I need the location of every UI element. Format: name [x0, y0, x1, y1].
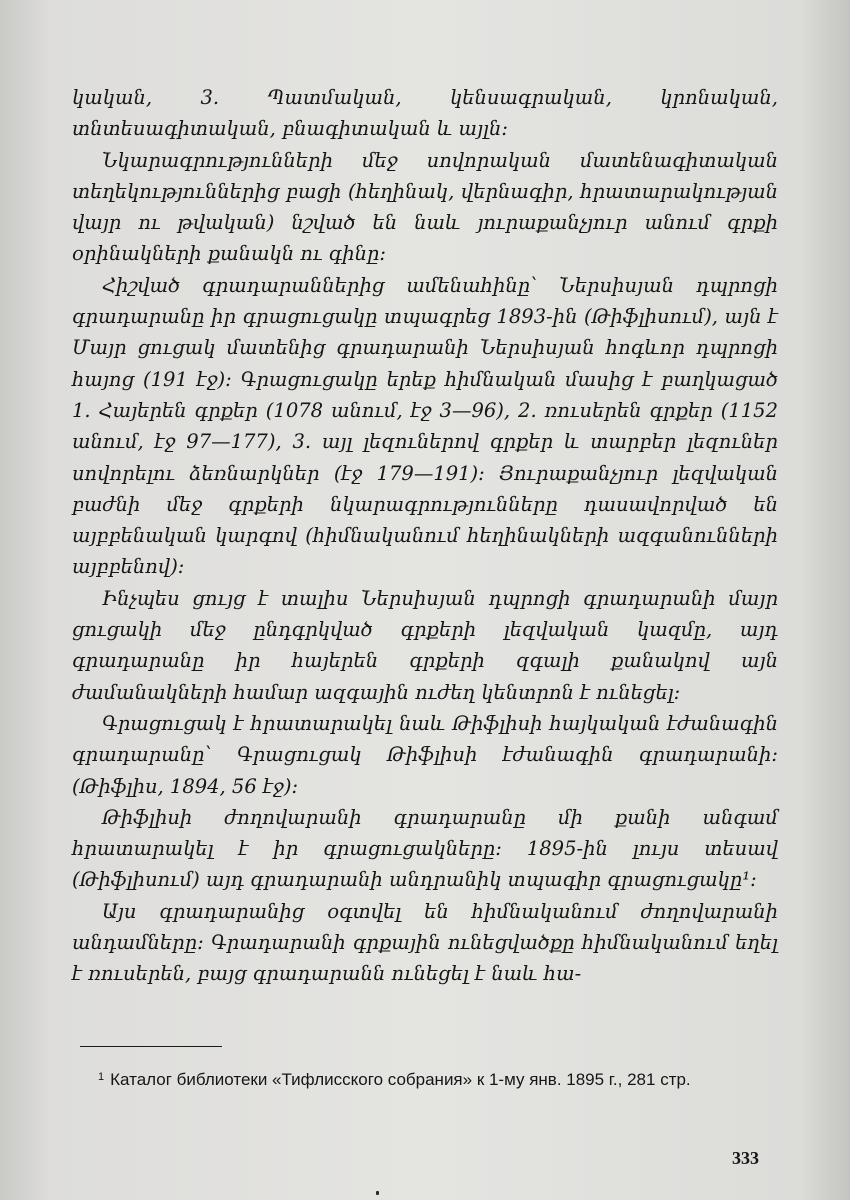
paragraph: Գրացուցակ է հրատարակել նաև Թիֆլիսի հայկական էժանագին գրադարանը՝ Գրացուցակ Թիֆլիսի էժանագին գրադարանի։ (Թիֆլիս, 1894, 56 էջ)։ — [72, 711, 778, 798]
footnote-separator — [80, 1046, 222, 1047]
paragraph: Նկարագրությունների մեջ սովորական մատենագիտական տեղեկություններից բացի (հեղինակ, վերնագիր, հրատարակության վայր ու թվական) նշված են նաև յուրաքանչյուր անում գրքի օրինակների քանակն ու գինը։ — [72, 148, 778, 266]
print-speck — [376, 1191, 379, 1195]
footnote — [60, 1064, 776, 1093]
page-number: 333 — [732, 1148, 759, 1168]
footnote-text: Каталог библиотеки «Тифлисского собрания» к 1-му янв. 1895 г., 281 стр. — [110, 1070, 691, 1089]
footnote-marker: 1 — [98, 1071, 105, 1083]
paragraph: Ինչպես ցույց է տալիս Ներսիսյան դպրոցի գրադարանի մայր ցուցակի մեջ ընդգրկված գրքերի լեզվական կազմը, այդ գրադարանը իր հայերեն գրքերի զգալի քանակով այն ժամանակների համար ազգային ուժեղ կենտրոն է ունեցել։ — [72, 586, 778, 704]
paragraph: Թիֆլիսի ժողովարանի գրադարանը մի քանի անգամ հրատարակել է իր գրացուցակները։ 1895-ին լույս տեսավ (Թիֆլիսում) այդ գրադարանի անդրանիկ տպագիր գրացուցակը¹։ — [72, 805, 778, 892]
paragraph: Հիշված գրադարաններից ամենահինը՝ Ներսիսյան դպրոցի գրադարանը իր գրացուցակը տպագրեց 1893-ին (Թիֆլիսում), այն է Մայր ցուցակ մատենից գրադարանի Ներսիսյան հոգևոր դպրոցի հայոց (191 էջ)։ Գրացուցակը երեք հիմնական մասից է բաղկացած 1. Հայերեն գրքեր (1078 անում, էջ 3—96), 2. ռուսերեն գրքեր (1152 անում, էջ 97—177), 3. այլ լեզուներով գրքեր և տարբեր լեզուներ սովորելու ձեռնարկներ (էջ 179—191)։ Յուրաքանչյուր լեզվական բաժնի մեջ գրքերի նկարագրությունները դասավորված են այբբենական կարգով (հիմնականում հեղինակների ազգանունների այբբենով)։ — [72, 273, 778, 579]
main-text — [72, 82, 778, 990]
paragraph: Այս գրադարանից օգտվել են հիմնականում ժողովարանի անդամները։ Գրադարանի գրքային ունեցվածքը հիմնականում եղել է ռուսերեն, բայց գրադարանն ունեցել է նաև հա- — [72, 899, 778, 986]
paragraph: կական, 3. Պատմական, կենսագրական, կրոնական, տնտեսագիտական, բնագիտական և այլն։ — [72, 86, 778, 141]
